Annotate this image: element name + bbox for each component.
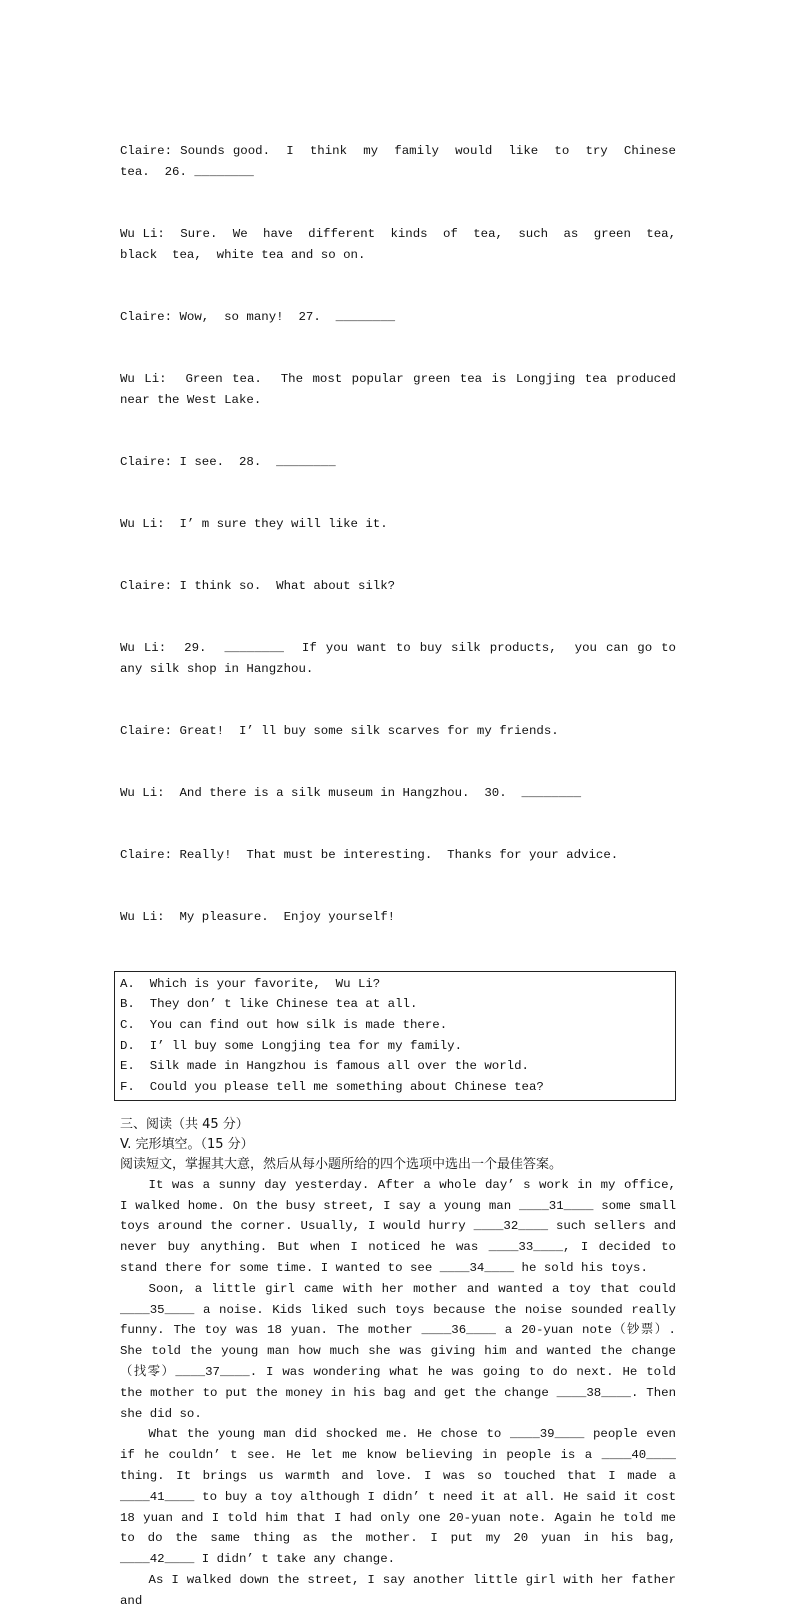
option-c: C. You can find out how silk is made there. bbox=[120, 1017, 448, 1032]
option-f: F. Could you please tell me something about Chinese tea? bbox=[120, 1080, 544, 1095]
cloze-passage bbox=[120, 1175, 676, 1611]
dialogue bbox=[120, 100, 691, 970]
dialogue-line-3: Claire: Wow, so many! 27. ________ bbox=[120, 310, 396, 325]
dialogue-line-12: Wu Li: My pleasure. Enjoy yourself! bbox=[120, 910, 396, 925]
passage-paragraph-1: It was a sunny day yesterday. After a whole day’ s work in my office, I walked home. On the busy street, I say a young man ____31____ some small toys around the corner. Usually, I would hurry ____32____ such sellers and never buy anything. But when I noticed he was ____33____, I decided to stand there for some time. I wanted to see ____34____ he sold his toys. bbox=[120, 1177, 676, 1275]
dialogue-line-11: Claire: Really! That must be interesting. Thanks for your advice. bbox=[120, 848, 619, 863]
section-subtitle: V. 完形填空。（15 分） bbox=[120, 1136, 254, 1152]
option-e: E. Silk made in Hangzhou is famous all over the world. bbox=[120, 1059, 529, 1074]
passage-paragraph-2: Soon, a little girl came with her mother and wanted a toy that could ____35____ a noise. Kids liked such toys because the noise sounded really funny. The toy was 18 yuan. The mother ____36____ a 20-yuan note（钞票）. She told the young man how much she was giving him and wanted the change（找零）____37____. I was wondering what he was going to do next. He told the mother to put the money in his bag and get the change ____38____. Then she did so. bbox=[120, 1281, 676, 1421]
dialogue-line-7: Claire: I think so. What about silk? bbox=[120, 579, 396, 594]
dialogue-line-1: Claire: Sounds good. I think my family would like to try Chinese tea. 26. ________ bbox=[120, 144, 691, 180]
option-a: A. Which is your favorite, Wu Li? bbox=[120, 976, 381, 991]
dialogue-line-4: Wu Li: Green tea. The most popular green tea is Longjing tea produced near the West Lake. bbox=[120, 372, 684, 407]
exam-page bbox=[120, 100, 691, 1611]
dialogue-line-6: Wu Li: I’ m sure they will like it. bbox=[120, 517, 388, 532]
options-box bbox=[114, 971, 676, 1101]
section-instruction: 阅读短文，掌握其大意，然后从每小题所给的四个选项中选出一个最佳答案。 bbox=[120, 1156, 563, 1172]
option-b: B. They don’ t like Chinese tea at all. bbox=[120, 997, 418, 1012]
dialogue-line-8: Wu Li: 29. ________ If you want to buy silk products, you can go to any silk shop in Hangzhou. bbox=[120, 641, 684, 676]
option-d: D. I’ ll buy some Longjing tea for my family. bbox=[120, 1038, 463, 1053]
reading-section bbox=[120, 1115, 676, 1175]
dialogue-line-9: Claire: Great! I’ ll buy some silk scarves for my friends. bbox=[120, 724, 559, 739]
section-title: 三、阅读（共 45 分） bbox=[120, 1116, 249, 1132]
passage-paragraph-4: As I walked down the street, I say another little girl with her father and bbox=[120, 1572, 676, 1608]
dialogue-line-2: Wu Li: Sure. We have different kinds of tea, such as green tea, black tea, white tea and so on. bbox=[120, 227, 691, 262]
passage-paragraph-3: What the young man did shocked me. He chose to ____39____ people even if he couldn’ t see. He let me know believing in people is a ____40____ thing. It brings us warmth and love. I was so touched that I made a ____41____ to buy a toy although I didn’ t need it at all. He said it cost 18 yuan and I told him that I had only one 20-yuan note. Again he told me to do the same thing as the mother. I put my 20 yuan in his bag, ____42____ I didn’ t take any change. bbox=[120, 1427, 676, 1567]
dialogue-line-10: Wu Li: And there is a silk museum in Hangzhou. 30. ________ bbox=[120, 786, 582, 801]
dialogue-line-5: Claire: I see. 28. ________ bbox=[120, 454, 336, 469]
